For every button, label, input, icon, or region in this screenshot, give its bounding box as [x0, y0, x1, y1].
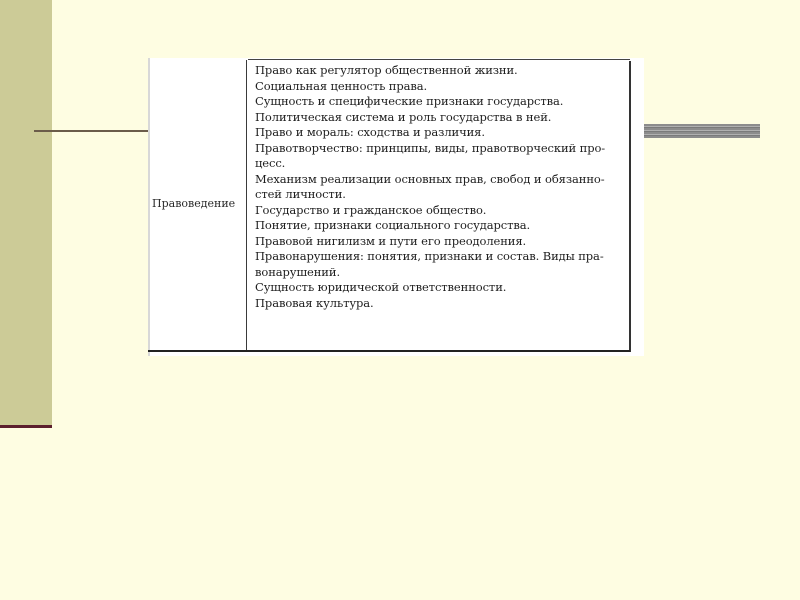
topic-line: Правовой нигилизм и пути его преодоления. [255, 233, 527, 248]
topic-line: Механизм реализации основных прав, свобод и обязанно- [255, 171, 605, 186]
topics-list [255, 63, 627, 311]
topic-line: Правотворчество: принципы, виды, правотворческий про- [255, 140, 606, 155]
topic-line: Политическая система и роль государства в ней. [255, 109, 552, 124]
decorative-side-bar-base [0, 425, 52, 428]
table-column-divider [246, 60, 247, 350]
topic-line: вонарушений. [255, 264, 340, 279]
topic-line: цесс. [255, 156, 286, 170]
table-border-top [248, 59, 630, 60]
topic-line: Социальная ценность права. [255, 78, 428, 93]
topic-line: Право как регулятор общественной жизни. [255, 63, 518, 77]
table-border-right [629, 61, 631, 352]
topic-line: Правонарушения: понятия, признаки и состав. Виды пра- [255, 249, 604, 263]
topic-line: Сущность и специфические признаки государства. [255, 94, 564, 108]
topic-line: Понятие, признаки социального государства. [255, 218, 531, 232]
table-border-left [148, 58, 150, 356]
topic-line: Государство и гражданское общество. [255, 202, 487, 217]
subject-cell: Правоведение [152, 197, 236, 210]
topic-line: Право и мораль: сходства и различия. [255, 125, 485, 139]
decorative-strip-right [644, 124, 760, 138]
topic-line: Сущность юридической ответственности. [255, 280, 507, 294]
topic-line: стей личности. [255, 187, 346, 201]
table-border-bottom [148, 350, 630, 352]
decorative-side-bar [0, 0, 52, 427]
scanned-table-image [148, 58, 644, 356]
decorative-line-left [34, 130, 148, 132]
topic-line: Правовая культура. [255, 295, 374, 310]
